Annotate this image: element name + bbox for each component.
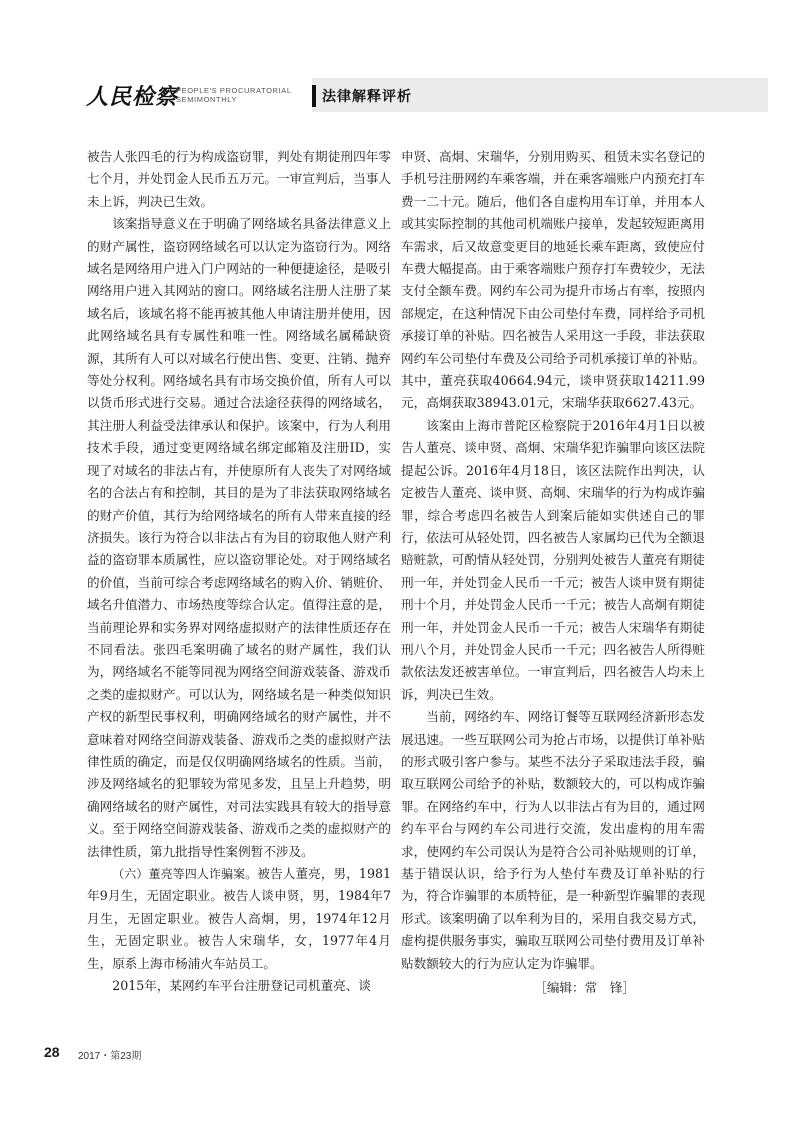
paragraph: 该案指导意义在于明确了网络域名具备法律意义上的财产属性，盗窃网络域名可以认定为盗窃行为。网络域名是网络用户进入门户网站的一种便捷途径，是吸引网络用户进入其网站的窗口。网络域名注册人注册了某域名后，该域名将不能再被其他人申请注册并使用，因此网络域名具有专属性和唯一性。网络域名属稀缺资源，其所有人可以对域名行使出售、变更、注销、抛弃等处分权利。网络域名具有市场交换价值，所有人可以以货币形式进行交易。通过合法途径获得的网络域名，其注册人利益受法律承认和保护。该案中，行为人利用技术手段，通过变更网络域名绑定邮箱及注册ID，实现了对域名的非法占有，并使原所有人丧失了对网络域名的合法占有和控制，其目的是为了非法获取网络域名的财产价值，其行为给网络域名的所有人带来直接的经济损失。该行为符合以非法占有为目的窃取他人财产利益的盗窃罪本质属性，应以盗窃罪论处。对于网络域名的价值，当前可综合考虑网络域名的购入价、销赃价、域名升值潜力、市场热度等综合认定。值得注意的是，当前理论界和实务界对网络虚拟财产的法律性质还存在不同看法。张四毛案明确了域名的财产属性，我们认为，网络域名不能等同视为网络空间游戏装备、游戏币之类的虚拟财产。可以认为，网络域名是一种类似知识产权的新型民事权利，明确网络域名的财产属性，并不意味着对网络空间游戏装备、游戏币之类的虚拟财产法律性质的确定，而是仅仅明确网络域名的性质。当前，涉及网络域名的犯罪较为常见多发，且呈上升趋势，明确网络域名的财产属性，对司法实践具有较大的指导意义。至于网络空间游戏装备、游戏币之类的虚拟财产的法律性质，第九批指导性案例暂不涉及。 [87, 216, 391, 859]
logo-english-line1: PEOPLE'S PROCURATORIAL [176, 86, 292, 95]
issue-label: 2017・第23期 [78, 1051, 142, 1062]
journal-header [0, 78, 793, 118]
journal-logo: 人民检察 [86, 84, 179, 110]
section-title: 法律解释评析 [322, 89, 412, 105]
editor-credit: ［编辑：常 锋］ [534, 980, 635, 996]
section-marker [312, 85, 316, 107]
page-number: 28 [44, 1044, 60, 1060]
journal-logo-english [176, 86, 296, 104]
case-paragraph [87, 863, 391, 975]
paragraph: 申贤、高炯、宋瑞华，分别用购买、租赁未实名登记的手机号注册网约车乘客端，并在乘客端账户内预充打车费一二十元。随后，他们各自虚构用车订单，并用本人或其实际控制的其他司机端账户接单，发起较短距离用车需求，后又故意变更目的地延长乘车距离，致使应付车费大幅提高。由于乘客端账户预存打车费较少，无法支付全额车费。网约车公司为提升市场占有率，按照内部规定，在这种情况下由公司垫付车费，同样给予司机承接订单的补贴。四名被告人采用这一手段，非法获取网约车公司垫付车费及公司给予司机承接订单的补贴。其中，董亮获取40664.94元，谈申贤获取14211.99元，高炯获取38943.01元，宋瑞华获取6627.43元。 [401, 149, 705, 411]
right-column [401, 146, 705, 999]
paragraph: 该案由上海市普陀区检察院于2016年4月1日以被告人董亮、谈申贤、高炯、宋瑞华犯诈骗罪向该区法院提起公诉。2016年4月18日，该区法院作出判决，认定被告人董亮、谈申贤、高炯、宋瑞华的行为构成诈骗罪，综合考虑四名被告人到案后能如实供述自己的罪行，依法可从轻处罚，四名被告人家属均已代为全额退赔赃款，可酌情从轻处罚，分别判处被告人董亮有期徒刑一年，并处罚金人民币一千元；被告人谈申贤有期徒刑十个月，并处罚金人民币一千元；被告人高炯有期徒刑一年，并处罚金人民币一千元；被告人宋瑞华有期徒刑八个月，并处罚金人民币一千元；四名被告人所得赃款依法发还被害单位。一审宣判后，四名被告人均未上诉，判决已生效。 [401, 417, 705, 702]
logo-english-line2: SEMIMONTHLY [176, 95, 238, 104]
paragraph: 被告人张四毛的行为构成盗窃罪，判处有期徒刑四年零七个月，并处罚金人民币五万元。一审宣判后，当事人未上诉，判决已生效。 [87, 149, 391, 209]
case-body: 被告人董亮，男，1981年9月生，无固定职业。被告人谈申贤，男，1984年7月生，无固定职业。被告人高炯，男，1974年12月生，无固定职业。被告人宋瑞华，女，1977年4月生，原系上海市杨浦火车站员工。 [87, 866, 391, 971]
paragraph: 当前，网络约车、网络订餐等互联网经济新形态发展迅速。一些互联网公司为抢占市场，以提供订单补贴的形式吸引客户参与。某些不法分子采取违法手段，骗取互联网公司给予的补贴，数额较大的，可以构成诈骗罪。在网络约车中，行为人以非法占有为目的，通过网约车平台与网约车公司进行交流，发出虚构的用车需求，使网约车公司误认为是符合公司补贴规则的订单，基于错误认识，给予行为人垫付车费及订单补贴的行为，符合诈骗罪的本质特征，是一种新型诈骗罪的表现形式。该案明确了以牟利为目的，采用自我交易方式，虚构提供服务事实，骗取互联网公司垫付费用及订单补贴数额较大的行为应认定为诈骗罪。 [401, 709, 705, 971]
case-heading: （六）董亮等四人诈骗案。 [112, 867, 258, 881]
left-column [87, 146, 391, 997]
page-footer [44, 1044, 344, 1064]
paragraph: 2015年，某网约车平台注册登记司机董亮、谈 [112, 978, 371, 994]
